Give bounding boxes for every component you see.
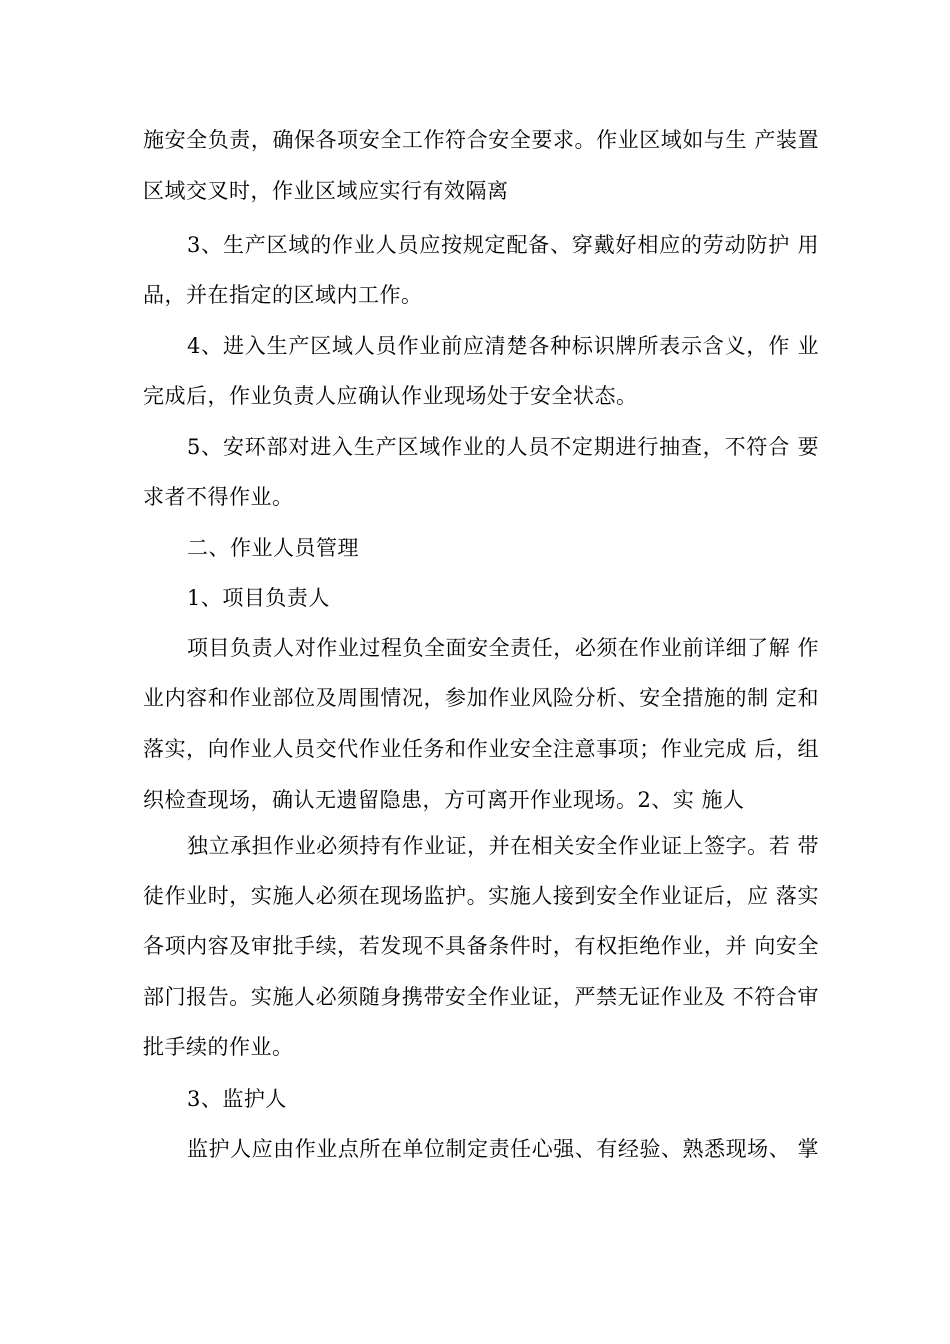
text-line: 区域交叉时，作业区域应实行有效隔离 [143,179,509,203]
text-line: 完成后，作业负责人应确认作业现场处于安全状态。 [143,384,638,408]
subheading-guardian: 3、监护人 [187,1087,287,1111]
paragraph-5: 5、安环部对进入生产区域作业的人员不定期进行抽查，不符合 要 [187,435,819,459]
paragraph-implementer: 独立承担作业必须持有作业证，并在相关安全作业证上签字。若 带 [187,834,819,858]
text-line: 织检查现场，确认无遗留隐患，方可离开作业现场。2、实 施人 [143,788,745,812]
text-line: 徒作业时，实施人必须在现场监护。实施人接到安全作业证后，应 落实 [143,884,819,908]
paragraph-3: 3、生产区域的作业人员应按规定配备、穿戴好相应的劳动防护 用 [187,233,819,257]
paragraph-4: 4、进入生产区域人员作业前应清楚各种标识牌所表示含义，作 业 [187,334,819,358]
text-line: 品，并在指定的区域内工作。 [143,283,423,307]
text-line: 施安全负责，确保各项安全工作符合安全要求。作业区域如与生 产装置 [143,128,819,152]
text-line: 落实，向作业人员交代作业任务和作业安全注意事项；作业完成 后，组 [143,737,819,761]
paragraph-project-lead: 项目负责人对作业过程负全面安全责任，必须在作业前详细了解 作 [187,636,819,660]
subheading-project-lead: 1、项目负责人 [187,586,330,610]
section-heading: 二、作业人员管理 [187,536,359,560]
text-line: 业内容和作业部位及周围情况，参加作业风险分析、安全措施的制 定和 [143,686,819,710]
text-line: 各项内容及审批手续，若发现不具备条件时，有权拒绝作业，并 向安全 [143,934,819,958]
text-line: 部门报告。实施人必须随身携带安全作业证，严禁无证作业及 不符合审 [143,985,819,1009]
paragraph-guardian: 监护人应由作业点所在单位制定责任心强、有经验、熟悉现场、 掌 [187,1137,819,1161]
text-line: 批手续的作业。 [143,1035,294,1059]
text-line: 求者不得作业。 [143,485,294,509]
